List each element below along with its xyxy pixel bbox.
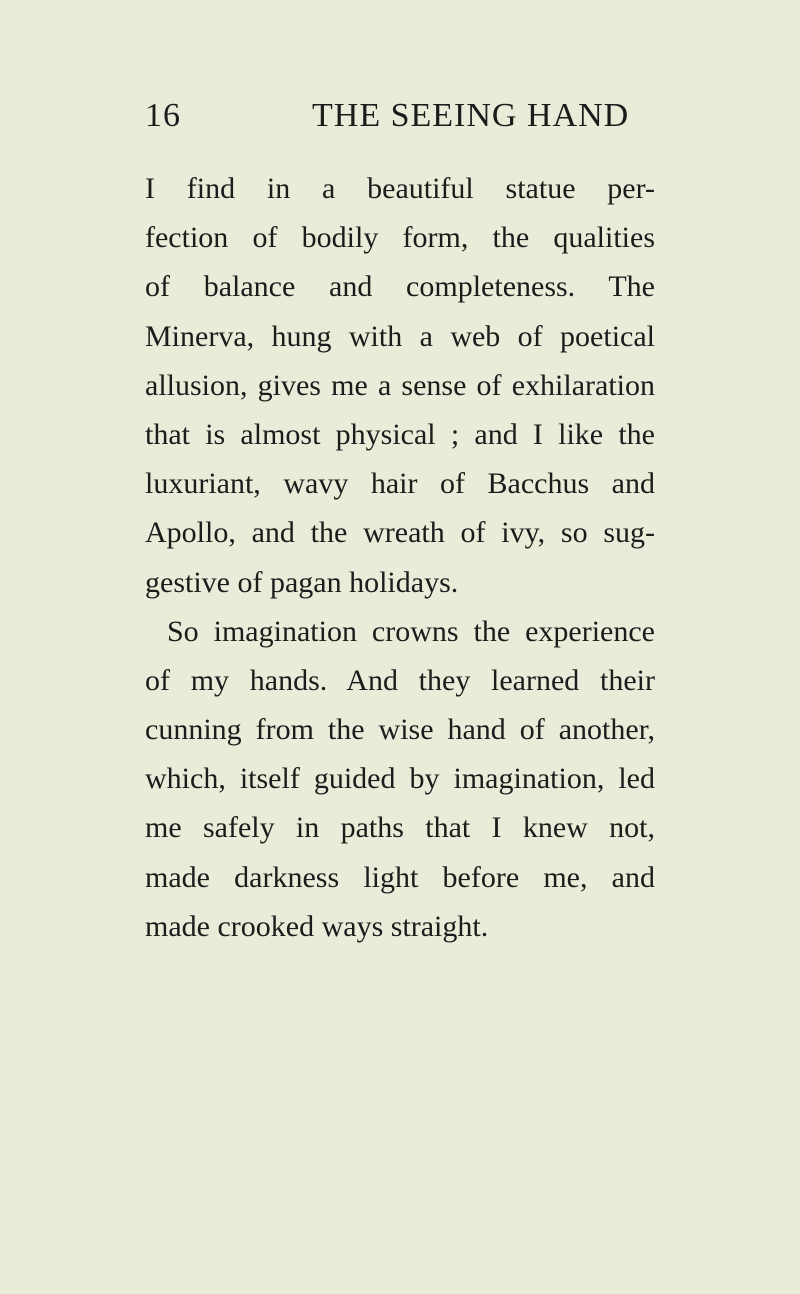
paragraph-2 — [145, 607, 655, 951]
text-line: I find in a beautiful statue per- — [145, 172, 655, 205]
text-line: that is almost physical ; and I like the — [145, 417, 655, 451]
text-line: of balance and completeness. The — [145, 270, 655, 304]
text-line: luxuriant, wavy hair of Bacchus and — [145, 467, 655, 501]
running-head — [145, 97, 655, 147]
page-number: 16 — [145, 97, 181, 134]
running-title: THE SEEING HAND — [312, 97, 630, 134]
text-line: made crooked ways straight. — [145, 909, 489, 943]
text-line: Apollo, and the wreath of ivy, so sug- — [145, 516, 655, 550]
text-line: allusion, gives me a sense of exhilaration — [145, 368, 655, 402]
text-line: cunning from the wise hand of another, — [145, 713, 655, 747]
text-line: So imagination crowns the experience — [167, 614, 655, 648]
text-line: Minerva, hung with a web of poetical — [145, 319, 655, 353]
text-line: of my hands. And they learned their — [145, 663, 655, 697]
text-line: which, itself guided by imagination, led — [145, 762, 655, 796]
text-line: gestive of pagan holidays. — [145, 565, 459, 599]
text-line: me safely in paths that I knew not, — [145, 811, 655, 845]
text-line: fection of bodily form, the qualities — [145, 221, 655, 255]
body-text — [145, 164, 655, 951]
paragraph-1 — [145, 164, 655, 607]
text-line: made darkness light before me, and — [145, 860, 655, 894]
